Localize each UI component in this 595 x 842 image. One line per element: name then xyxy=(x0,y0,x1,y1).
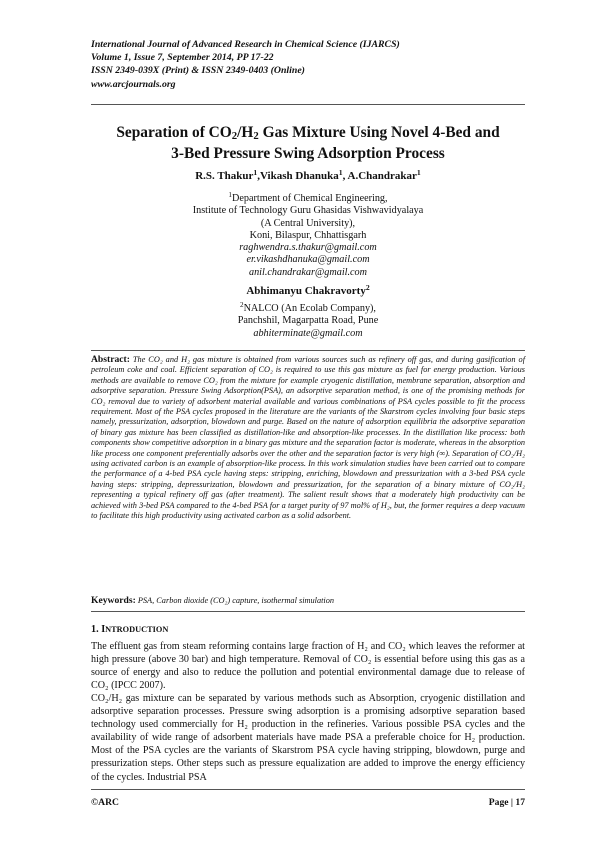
paragraph: CO₂/H₂ gas mixture can be separated by various methods such as Absorption, cryogenic distillation and adsorptive separation processes. Pressure swing adsorption is a promising adsorptive separation based technology used commercially for H₂ production in the refineries. Various possible PSA cycles and the availability of wide range of adsorbent materials have made PSA a preferable choice for H₂ production. Most of the PSA cycles are the variants of Skarstrom PSA cycle having stripping, blowdown, purge and pressurization steps. Other steps such as pressure equalization are added to improve the energy efficiency of the cycles. Industrial PSA xyxy=(91,693,525,783)
dept-text: Department of Chemical Engineering, xyxy=(231,193,388,204)
affiliation-address: Panchshil, Magarpatta Road, Pune xyxy=(237,315,379,327)
affiliation-city: Koni, Bilaspur, Chhattisgarh xyxy=(249,229,367,241)
title-text-b: /H xyxy=(237,124,254,141)
section-title-initial: I xyxy=(101,624,106,635)
affiliation-institute: Institute of Technology Guru Ghasidas Vishwavidyalaya xyxy=(192,205,424,217)
affiliation-company xyxy=(91,303,525,315)
journal-issn: ISSN 2349-039X (Print) & ISSN 2349-0403 (Online) xyxy=(91,65,305,77)
title-text-c: Gas Mixture Using Novel 4-Bed and xyxy=(258,124,500,141)
title-line-1 xyxy=(91,122,525,143)
section-title-rest: NTRODUCTION xyxy=(105,625,169,634)
second-author xyxy=(91,285,525,297)
author-name: , A.Chandrakar xyxy=(342,170,417,182)
journal-header xyxy=(91,38,511,91)
abstract-label: Abstract: xyxy=(91,354,130,365)
journal-volume: Volume 1, Issue 7, September 2014, PP 17-22 xyxy=(91,52,274,64)
affiliation-marker: 1 xyxy=(416,168,421,177)
section-number: 1. xyxy=(91,624,99,635)
abstract-divider xyxy=(91,350,525,351)
author-list xyxy=(91,170,525,182)
affiliation-marker: 2 xyxy=(240,301,244,309)
affiliation-university: (A Central University), xyxy=(260,217,356,229)
author-name: Abhimanyu Chakravorty xyxy=(246,285,366,297)
title-subscript: 2 xyxy=(253,130,259,142)
affiliation-1 xyxy=(91,193,525,279)
email-link[interactable]: abhiterminate@gmail.com xyxy=(253,327,363,339)
title-subscript: 2 xyxy=(231,130,238,142)
abstract-text: The CO₂ and H₂ gas mixture is obtained from various sources such as refinery off gas, and during gasification of petroleum coke and coal. Efficient separation of CO₂ is required to use this gas mixture as fuel for energy production. Various methods are available to remove CO₂ from the mixture for example cryogenic distillation, membrane separation, absorption and adsorptive separation. Pressure Swing Adsorption(PSA), an adsorptive separation method, is one of the promising methods for CO₂ removal due to variety of adsorbent material available and various combinations of PSA cycles possible to fit the process requirement. Most of the PSA cycles proposed in the literature are the variants of the Skarstrom cycles involving four basic steps namely, pressurization, adsorption, blowdown and purge. Based on the nature of adsorption equilibria the adsorptive separation of binary gas mixture has been classified as distillation-like and absorption-like processes. In the distillation like process: both components show competitive adsorption in a binary gas mixture and the separation factor is moderate, whereas in the absorption like process one component preferentially adsorbs over the other and the separation factor is very high (∞). Separation of CO₂/H₂ using activated carbon is an example of absorption-like process. In this work simulation studies have been carried out to compare the performance of a 4-bed PSA cycle having steps: stripping, enriching, blowdown and pressurization with a 3-bed PSA cycle having steps: stripping, depressurization, blowdown and pressurization, for the separation of a binary mixture of CO₂/H₂ representing a typical refinery off gas (after treatment). The salient result shows that a moderately high productivity can be achieved with 3-bed PSA compared to the 4-bed PSA for a target purity of 97 mol% of H₂, but, the former requires a deep vacuum to facilitate this high productivity using activated carbon as a solid adsorbent. xyxy=(91,355,525,521)
paper-title xyxy=(91,122,525,164)
email-link[interactable]: raghwendra.s.thakur@gmail.com xyxy=(239,242,377,254)
copyright: ©ARC xyxy=(91,797,119,808)
journal-website[interactable]: www.arcjournals.org xyxy=(91,78,176,90)
footer-divider xyxy=(91,789,525,790)
paragraph: The effluent gas from steam reforming contains large fraction of H₂ and CO₂ which leaves the reformer at high pressure (above 30 bar) and high temperature. Removal of CO₂ is essential before using this gas as a source of energy and also to reduce the pollution and potential environmental damage due to release of CO₂ (IPCC 2007). xyxy=(91,641,525,692)
abstract xyxy=(91,355,525,522)
affiliation-dept xyxy=(91,193,525,205)
affiliation-marker: 1 xyxy=(338,168,343,177)
company-text: NALCO (An Ecolab Company), xyxy=(243,303,376,314)
title-line-2: 3-Bed Pressure Swing Adsorption Process xyxy=(171,145,445,162)
affiliation-marker: 1 xyxy=(253,168,258,177)
affiliation-2 xyxy=(91,303,525,340)
section-heading xyxy=(91,624,168,635)
journal-name: International Journal of Advanced Research in Chemical Science (IJARCS) xyxy=(91,39,400,50)
keywords-text: PSA, Carbon dioxide (CO₂) capture, isothermal simulation xyxy=(137,596,334,605)
affiliation-marker: 1 xyxy=(228,191,232,199)
author-name: R.S. Thakur xyxy=(195,170,254,182)
keywords-label: Keywords: xyxy=(91,595,136,606)
keywords-divider xyxy=(91,611,525,612)
email-link[interactable]: er.vikashdhanuka@gmail.com xyxy=(246,254,370,266)
title-text-a: Separation of CO xyxy=(116,124,232,141)
email-link[interactable]: anil.chandrakar@gmail.com xyxy=(248,266,368,278)
keywords xyxy=(91,595,525,606)
page-number: Page | 17 xyxy=(488,797,525,808)
header-divider xyxy=(91,104,525,105)
author-name: ,Vikash Dhanuka xyxy=(257,170,339,182)
affiliation-marker: 2 xyxy=(365,283,370,292)
